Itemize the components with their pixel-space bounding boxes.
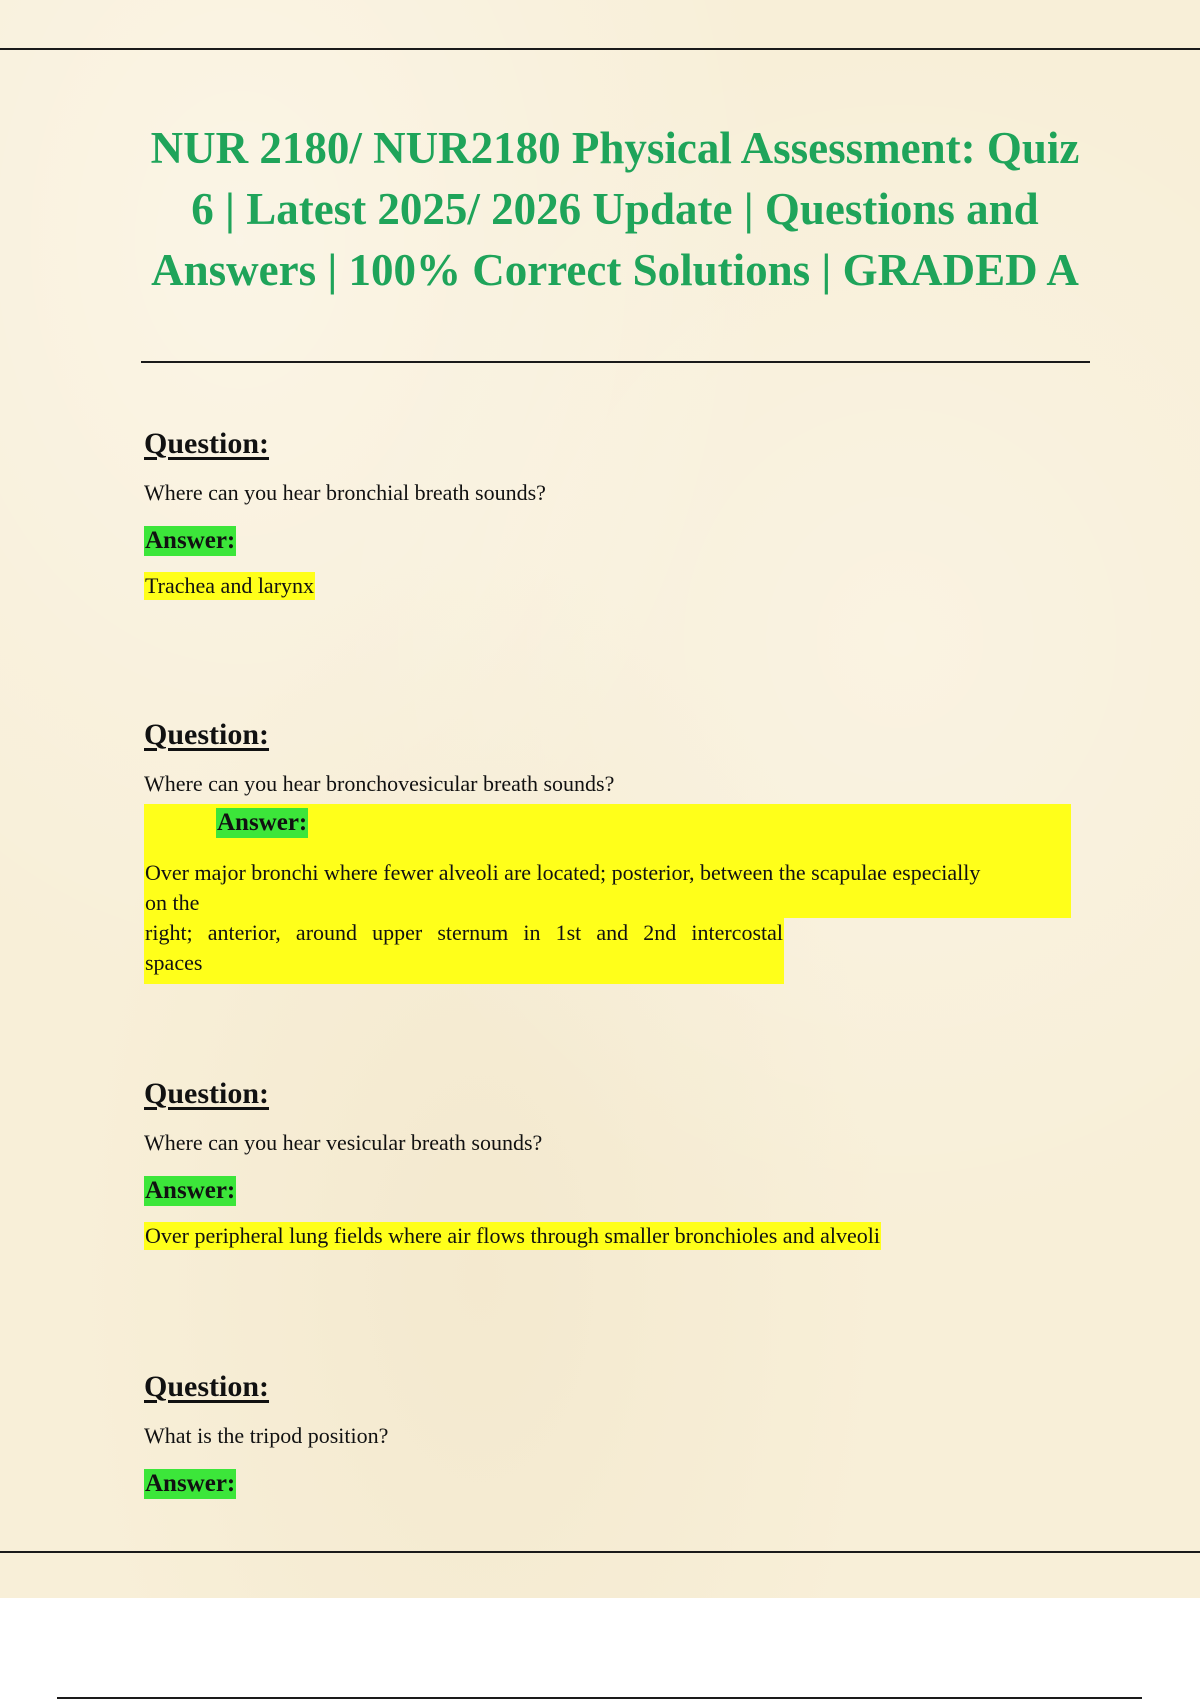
qa-item xyxy=(144,426,1094,600)
qa-item xyxy=(144,1369,1094,1499)
answer-line: Over major bronchi where fewer alveoli are located; posterior, between the scapulae especially xyxy=(145,860,981,885)
qa-item xyxy=(144,717,1094,798)
answer-label: Answer: xyxy=(217,809,308,836)
footer-rule xyxy=(0,1551,1200,1553)
question-text: What is the tripod position? xyxy=(144,1423,389,1448)
answer-text xyxy=(145,858,1075,978)
answer-line: on the xyxy=(145,890,200,915)
title-underline xyxy=(141,361,1090,363)
question-heading: Question: xyxy=(144,1370,270,1403)
header-rule xyxy=(0,48,1200,50)
question-text: Where can you hear bronchovesicular breath sounds? xyxy=(144,771,615,796)
qa-item xyxy=(144,1076,1094,1250)
answer-text: Over peripheral lung fields where air flows through smaller bronchioles and alveoli xyxy=(145,1223,880,1248)
answer-label: Answer: xyxy=(145,1470,236,1497)
question-text: Where can you hear vesicular breath sounds? xyxy=(144,1130,543,1155)
question-heading: Question: xyxy=(144,427,270,460)
question-heading: Question: xyxy=(144,718,270,751)
answer-line: right; anterior, around upper sternum in 1st and 2nd intercostal xyxy=(145,920,783,945)
answer-line: spaces xyxy=(145,950,203,975)
answer-label: Answer: xyxy=(145,527,236,554)
document-title: NUR 2180/ NUR2180 Physical Assessment: Quiz 6 | Latest 2025/ 2026 Update | Questions and Answers | 100% Correct Solutions | GRADED A xyxy=(150,123,1080,295)
question-heading: Question: xyxy=(144,1077,270,1110)
page-bottom-rule xyxy=(57,1697,1142,1699)
answer-label: Answer: xyxy=(145,1177,236,1204)
question-text: Where can you hear bronchial breath sounds? xyxy=(144,480,546,505)
answer-text: Trachea and larynx xyxy=(145,573,315,598)
